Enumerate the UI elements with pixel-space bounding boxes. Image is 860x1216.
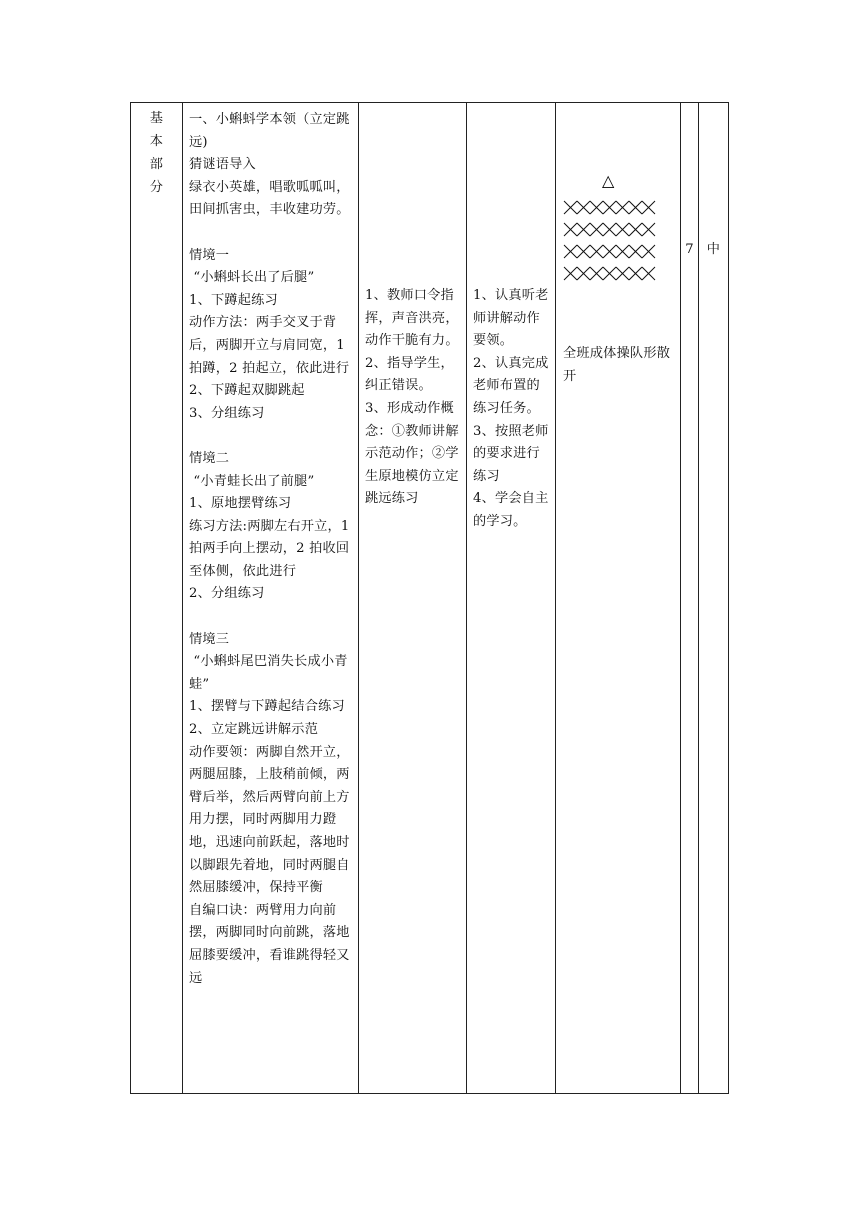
student-mark-icon bbox=[603, 201, 616, 214]
content-cell bbox=[183, 103, 359, 1094]
student-mark-icon bbox=[564, 223, 577, 236]
intensity-value: 中 bbox=[706, 242, 721, 257]
teacher-position-icon: △ bbox=[602, 171, 615, 191]
student-mark-icon bbox=[616, 267, 629, 280]
lesson-plan-table bbox=[130, 102, 729, 1094]
intensity-cell bbox=[699, 103, 729, 1094]
student-mark-icon bbox=[564, 267, 577, 280]
student-mark-icon bbox=[577, 245, 590, 258]
student-mark-icon bbox=[629, 245, 642, 258]
student-mark-icon bbox=[616, 223, 629, 236]
table-row bbox=[131, 103, 729, 1094]
organization-cell bbox=[556, 103, 681, 1094]
teacher-activity-cell bbox=[359, 103, 467, 1094]
section-label: 基 本 部 分 bbox=[149, 111, 164, 195]
student-mark-icon bbox=[629, 267, 642, 280]
student-mark-icon bbox=[564, 201, 577, 214]
student-mark-icon bbox=[603, 223, 616, 236]
student-formation bbox=[564, 201, 655, 280]
student-mark-icon bbox=[616, 245, 629, 258]
student-mark-icon bbox=[577, 267, 590, 280]
student-mark-icon bbox=[642, 223, 655, 236]
student-mark-icon bbox=[590, 223, 603, 236]
student-mark-icon bbox=[590, 267, 603, 280]
student-mark-icon bbox=[590, 201, 603, 214]
student-mark-icon bbox=[616, 201, 629, 214]
student-activity: 1、认真听老师讲解动作要领。 2、认真完成老师布置的练习任务。 3、按照老师的要求进行练习 4、学会自主的学习。 bbox=[473, 288, 549, 529]
student-mark-icon bbox=[590, 245, 603, 258]
student-mark-icon bbox=[577, 201, 590, 214]
student-mark-icon bbox=[642, 201, 655, 214]
time-value: 7 bbox=[685, 242, 694, 257]
student-mark-icon bbox=[629, 201, 642, 214]
student-mark-icon bbox=[629, 223, 642, 236]
student-mark-icon bbox=[642, 245, 655, 258]
section-cell bbox=[131, 103, 183, 1094]
formation-diagram bbox=[563, 168, 659, 284]
student-mark-icon bbox=[603, 245, 616, 258]
student-mark-icon bbox=[642, 267, 655, 280]
student-mark-icon bbox=[603, 267, 616, 280]
lesson-content: 一、小蝌蚪学本领（立定跳远) 猜谜语导入 绿衣小英雄，唱歌呱呱叫，田间抓害虫，丰收建功劳。 情境一 “小蝌蚪长出了后腿” 1、下蹲起练习 动作方法：两手交叉于背后，两脚开立与肩同宽，1 拍蹲，2 拍起立，依此进行 2、下蹲起双脚跳起 3、分组练习 情境二 “小青蛙长出了前腿” 1、原地摆臂练习 练习方法:两脚左右开立，1 拍两手向上摆动，2 拍收回至体侧，依此进行 2、分组练习 情境三 “小蝌蚪尾巴消失长成小青蛙” 1、摆臂与下蹲起结合练习 2、立定跳远讲解示范 动作要领：两脚自然开立，两腿屈膝，上肢稍前倾，两臂后举，然后两臂向前上方用力摆，同时两脚用力蹬地，迅速向前跃起，落地时以脚跟先着地，同时两腿自然屈膝缓冲，保持平衡 自编口诀：两臂用力向前摆，两脚同时向前跳，落地屈膝要缓冲，看谁跳得轻又远 bbox=[189, 112, 350, 986]
student-mark-icon bbox=[577, 223, 590, 236]
organization-text: 全班成体操队形散开 bbox=[563, 346, 671, 384]
time-cell bbox=[681, 103, 699, 1094]
student-activity-cell bbox=[467, 103, 556, 1094]
student-mark-icon bbox=[564, 245, 577, 258]
teacher-activity: 1、教师口令指挥，声音洪亮，动作干脆有力。 2、指导学生，纠正错误。 3、形成动作概念：①教师讲解示范动作；②学生原地模仿立定跳远练习 bbox=[365, 288, 459, 507]
